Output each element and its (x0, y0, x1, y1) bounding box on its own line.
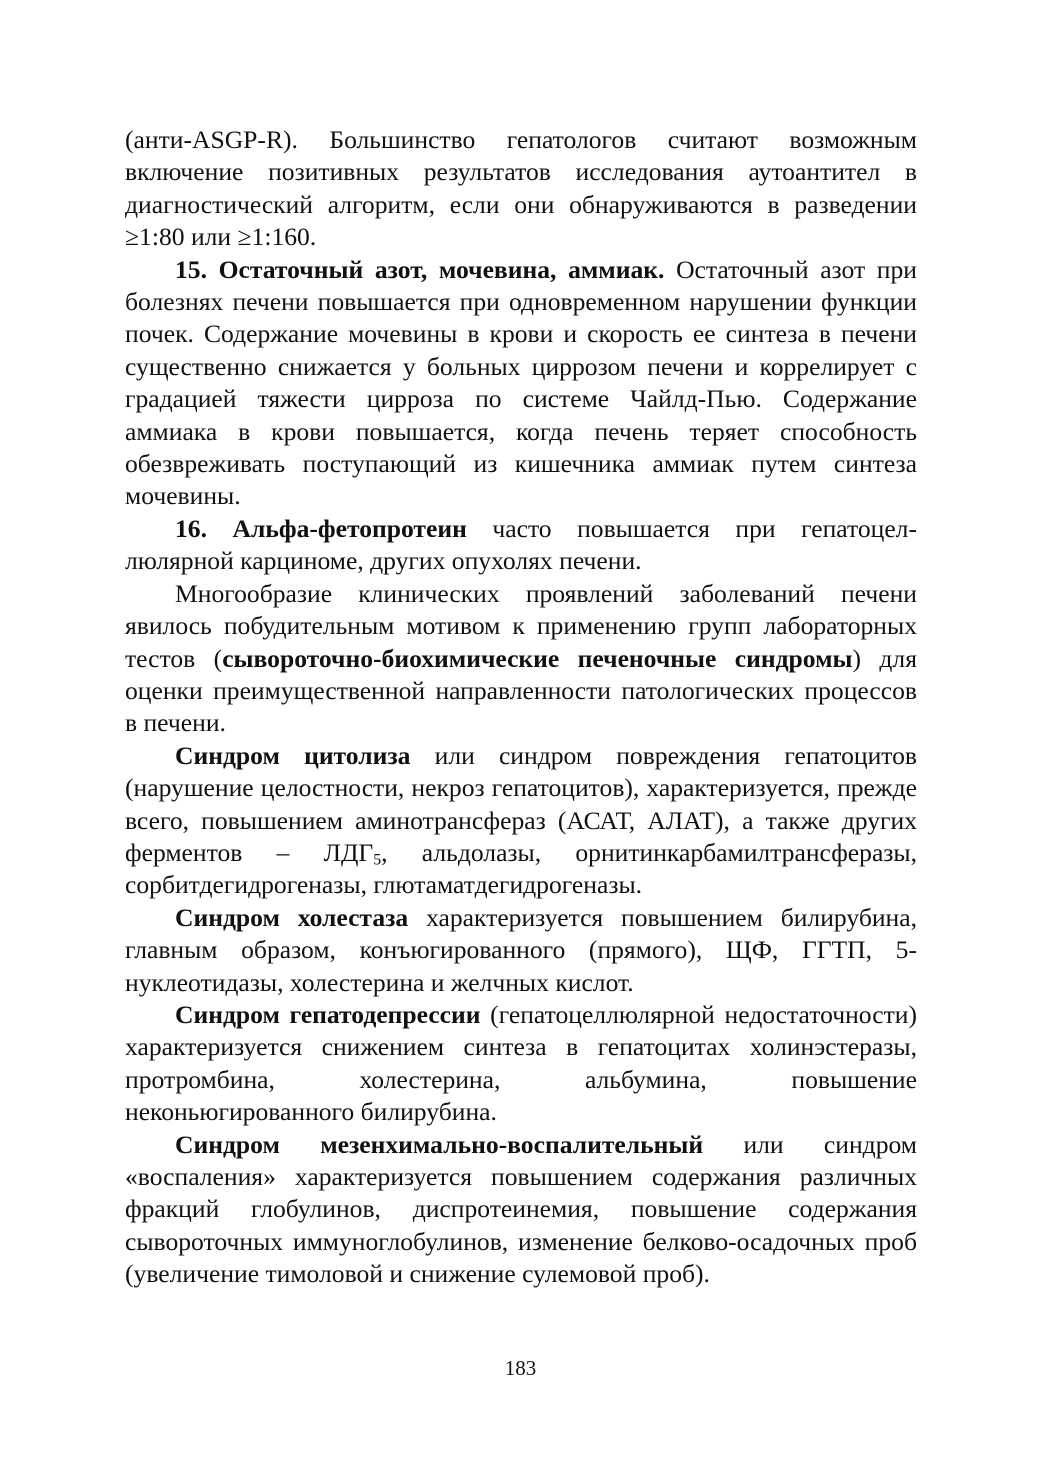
paragraph-alpha-fetoprotein (125, 513, 917, 578)
text-run: часто повышается при гепатоцеллюлярной карциноме, других опухолях печени. (125, 513, 917, 576)
bold-term: 16. Альфа-фетопротеин (175, 513, 467, 543)
text-run: ) для оценки преимущественной направленности патологических процессов в печени. (125, 643, 917, 738)
bold-term: 15. Остаточный азот, мочевина, аммиак. (175, 254, 665, 284)
paragraph-cytolysis-syndrome (125, 740, 917, 902)
paragraph-hepatodepression-syndrome (125, 999, 917, 1129)
paragraph-residual-nitrogen (125, 254, 917, 513)
text-run: , альдолазы, орнитинкарбамилтрансферазы, сорбитдегидрогеназы, глютаматдегидрогеназы. (125, 837, 918, 900)
paragraph-mesenchymal-inflammatory-syndrome (125, 1129, 917, 1291)
text-run: или синдром повреждения гепатоцитов (нарушение целостности, некроз гепатоцитов), характеризуется, прежде всего, повышением аминотрансфераз (АСАТ, АЛАТ), а также других ферментов – ЛДГ (125, 740, 918, 867)
bold-term: сывороточно-биохимические печеночные синдромы (222, 643, 853, 673)
text-run: (анти-ASGP-R). Большинство гепатологов считают возможным включение позитивных результатов исследования аутоантител в диагностический алгоритм, если они обнаруживаются в разведении ≥1:80 или ≥1:160. (125, 125, 917, 252)
text-run: характеризуется повышением билирубина, главным образом, конъюгированного (прямого), ЩФ, ГГТП, 5-нуклеотидазы, холестерина и желчных кислот. (125, 902, 917, 997)
paragraph-autoantibodies (125, 124, 917, 254)
text-run: Многообразие клинических проявлений заболеваний печени явилось побудительным мотивом к применению групп лабораторных тестов ( (125, 578, 917, 673)
text-run: (гепатоцеллюлярной недостаточности) характеризуется снижением синтеза в гепатоцитах холинэстеразы, протромбина, холестерина, альбумина, повышение неконьюгированного билирубина. (125, 999, 917, 1127)
subscript: 5 (373, 851, 382, 869)
page-body (125, 124, 917, 1291)
text-run: или синдром «воспаления» характеризуется повышением содержания различных фракций глобулинов, диспротеинемия, повышение содержания сывороточных иммуноглобулинов, изменение белково-осадочных проб (увеличение тимоловой и снижение сулемовой проб). (125, 1129, 917, 1289)
bold-term: Синдром холестаза (175, 902, 409, 932)
paragraph-cholestasis-syndrome (125, 902, 917, 999)
bold-term: Синдром мезенхимально-воспалительный (175, 1129, 704, 1159)
text-run: Остаточный азот при болезнях печени повышается при одновременном нарушении функции почек. Содержание мочевины в крови и скорость ее синтеза в печени существенно снижается у больных циррозом печени и коррелирует с градацией тяжести цирроза по системе Чайлд-Пью. Содержание аммиака в крови повышается, когда печень теряет способность обезвреживать поступающий из кишечника аммиак путем синтеза мочевины. (125, 254, 917, 511)
bold-term: Синдром гепатодепрессии (175, 999, 481, 1029)
bold-term: Синдром цитолиза (175, 740, 411, 770)
paragraph-liver-syndromes-intro (125, 578, 917, 740)
page-number: 183 (504, 1356, 537, 1380)
